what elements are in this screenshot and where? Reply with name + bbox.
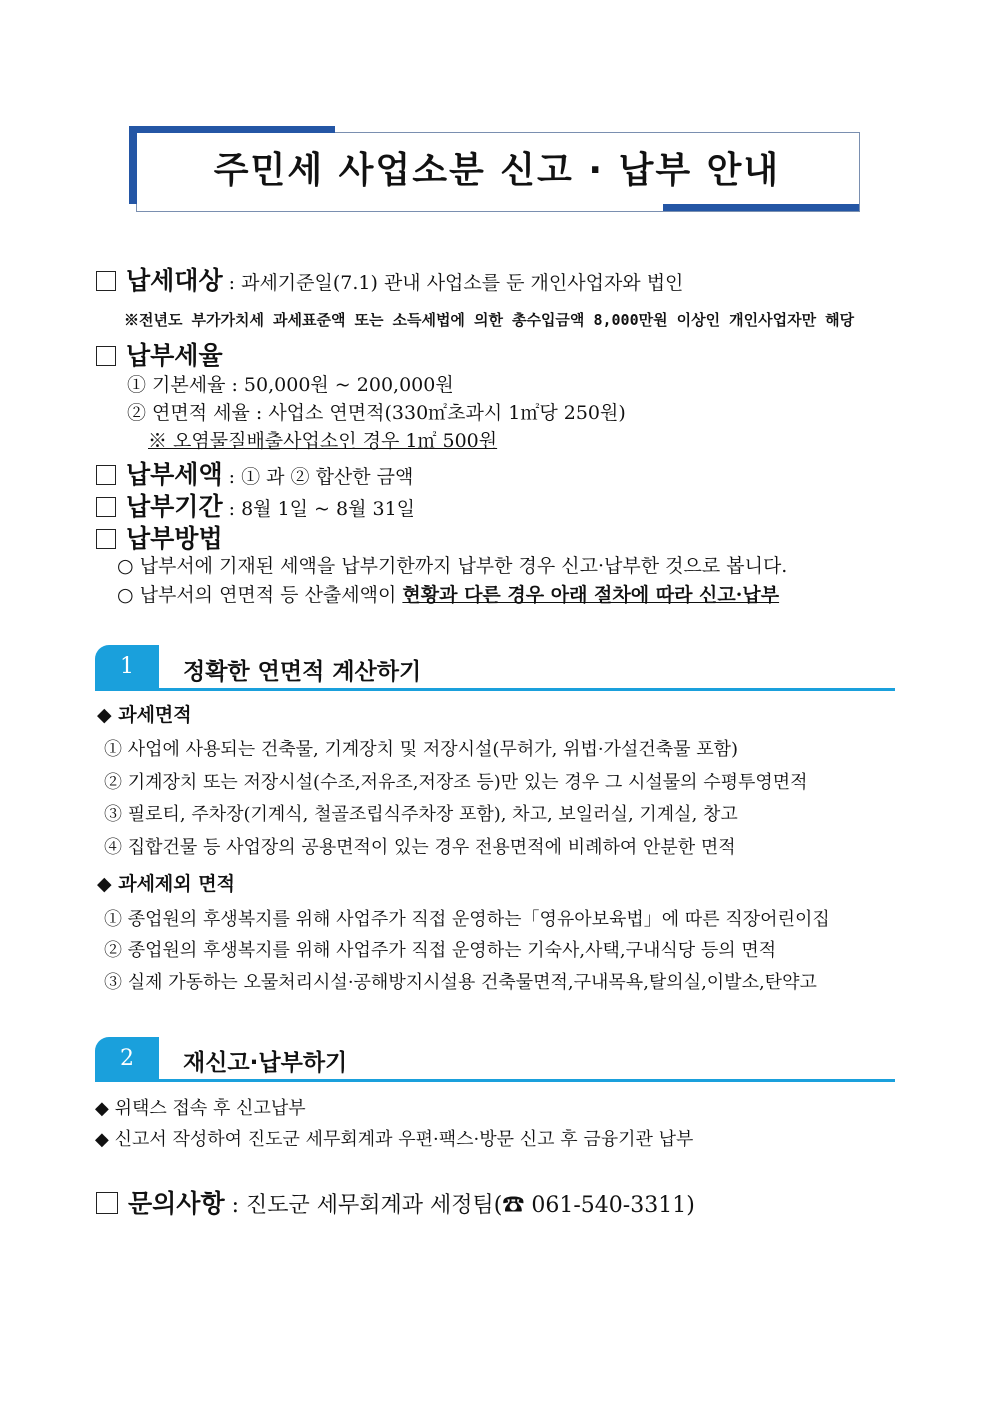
period-sep: : bbox=[222, 498, 242, 520]
section-1-title: 정확한 연면적 계산하기 bbox=[183, 659, 422, 685]
period-row bbox=[96, 487, 415, 523]
section-2-number: 2 bbox=[95, 1037, 159, 1081]
method-row bbox=[96, 519, 223, 555]
exempt-item-2: ② 종업원의 후생복지를 위해 사업주가 직접 운영하는 기숙사,사택,구내식당 등의 면적 bbox=[104, 940, 777, 961]
section-1-rule bbox=[95, 688, 895, 691]
method-line-2-plain: ○ 납부서의 연면적 등 산출세액이 bbox=[117, 584, 403, 606]
taxpayer-note: ※전년도 부가가치세 과세표준액 또는 소득세법에 의한 총수입금액 8,000만원 이상인 개인사업자만 해당 bbox=[124, 311, 855, 329]
taxable-area-heading: ◆ 과세면적 bbox=[97, 704, 192, 726]
method-line-1: ○ 납부서에 기재된 세액을 납부기한까지 납부한 경우 신고·납부한 것으로 봅니다. bbox=[117, 555, 788, 577]
inquiry-text: 진도군 세무회계과 세정팀(☎ 061-540-3311) bbox=[246, 1193, 695, 1218]
inquiry-row bbox=[96, 1184, 695, 1220]
rate-heading: 납부세율 bbox=[126, 341, 223, 370]
checkbox-icon bbox=[96, 529, 116, 549]
taxpayer-heading: 납세대상 bbox=[126, 266, 223, 295]
exempt-item-3: ③ 실제 가동하는 오물처리시설·공해방지시설용 건축물면적,구내목욕,탈의실,이발소,탄약고 bbox=[104, 972, 817, 993]
period-text: 8월 1일 ~ 8월 31일 bbox=[241, 498, 416, 520]
refile-item-1: ◆ 위택스 접속 후 신고납부 bbox=[95, 1098, 306, 1119]
taxable-item-1: ① 사업에 사용되는 건축물, 기계장치 및 저장시설(무허가, 위법·가설건축물 포함) bbox=[104, 739, 739, 760]
refile-item-2: ◆ 신고서 작성하여 진도군 세무회계과 우편·팩스·방문 신고 후 금융기관 납부 bbox=[95, 1129, 694, 1150]
taxpayer-text: 과세기준일(7.1) 관내 사업소를 둔 개인사업자와 법인 bbox=[241, 272, 684, 294]
checkbox-icon bbox=[96, 271, 116, 291]
section-2-title: 재신고·납부하기 bbox=[183, 1050, 348, 1076]
method-heading: 납부방법 bbox=[126, 524, 223, 553]
taxable-item-3: ③ 필로티, 주차장(기계식, 철골조립식주차장 포함), 차고, 보일러실, 기계실, 창고 bbox=[104, 804, 738, 825]
rate-line-1: ① 기본세율 : 50,000원 ~ 200,000원 bbox=[127, 374, 454, 396]
period-heading: 납부기간 bbox=[126, 492, 223, 521]
checkbox-icon bbox=[96, 346, 116, 366]
rate-line-2: ② 연면적 세율 : 사업소 연면적(330㎡초과시 1㎡당 250원) bbox=[127, 402, 626, 424]
amount-sep: : bbox=[222, 466, 242, 488]
method-line-2 bbox=[117, 580, 779, 607]
inquiry-sep: : bbox=[224, 1193, 247, 1218]
rate-line-3: ※ 오염물질배출사업소인 경우 1㎡ 500원 bbox=[148, 430, 498, 452]
taxable-item-4: ④ 집합건물 등 사업장의 공용면적이 있는 경우 전용면적에 비례하여 안분한 면적 bbox=[104, 837, 736, 858]
rate-row bbox=[96, 336, 223, 372]
checkbox-icon bbox=[96, 1192, 118, 1214]
amount-row bbox=[96, 455, 413, 491]
method-line-2-emphasis: 현황과 다른 경우 아래 절차에 따라 신고·납부 bbox=[402, 584, 780, 606]
section-1-number: 1 bbox=[95, 645, 159, 689]
checkbox-icon bbox=[96, 465, 116, 485]
page-title: 주민세 사업소분 신고 · 납부 안내 bbox=[213, 150, 781, 191]
amount-heading: 납부세액 bbox=[126, 460, 223, 489]
taxpayer-row bbox=[96, 261, 683, 297]
amount-text: ① 과 ② 합산한 금액 bbox=[241, 466, 414, 488]
exempt-area-heading: ◆ 과세제외 면적 bbox=[97, 873, 235, 895]
taxable-item-2: ② 기계장치 또는 저장시설(수조,저유조,저장조 등)만 있는 경우 그 시설물의 수평투영면적 bbox=[104, 772, 808, 793]
section-2-rule bbox=[95, 1079, 895, 1082]
taxpayer-sep: : bbox=[222, 272, 242, 294]
checkbox-icon bbox=[96, 497, 116, 517]
exempt-item-1: ① 종업원의 후생복지를 위해 사업주가 직접 운영하는「영유아보육법」에 따른 직장어린이집 bbox=[104, 909, 830, 930]
inquiry-heading: 문의사항 bbox=[128, 1189, 225, 1218]
